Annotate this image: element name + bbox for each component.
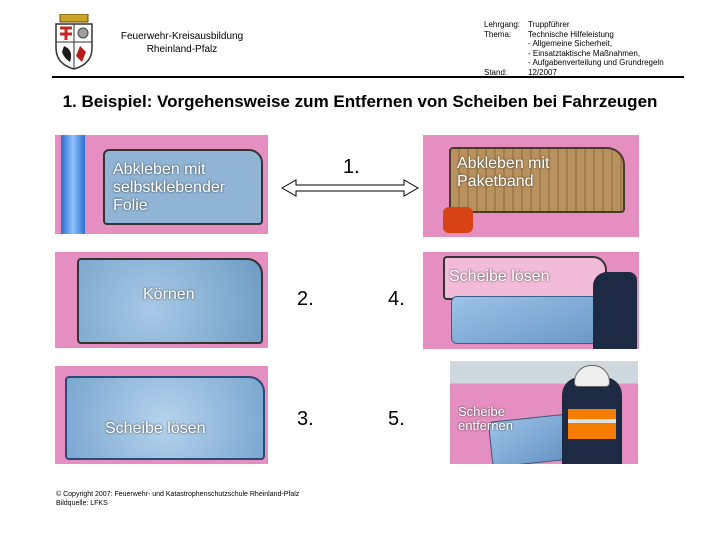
topic-item: - Allgemeine Sicherheit,	[528, 39, 613, 48]
photo-caption: Körnen	[143, 286, 195, 303]
firefighter	[593, 272, 637, 349]
org-line-2: Rheinland-Pfalz	[146, 44, 218, 55]
photo-abkleben-paketband	[423, 135, 639, 237]
caption-line: entfernen	[458, 418, 513, 433]
caption-line: Folie	[113, 197, 148, 214]
header-divider	[52, 76, 684, 78]
step-number-1: 1.	[343, 156, 360, 178]
course-meta	[484, 20, 664, 77]
topic-item: - Einsatztaktische Maßnahmen,	[528, 48, 641, 58]
course-label: Lehrgang:	[484, 20, 521, 29]
footer	[56, 490, 299, 508]
caption-line: Paketband	[457, 173, 534, 190]
firefighter	[562, 377, 622, 464]
caption-line: Abkleben mit	[457, 155, 550, 172]
foil-roll	[61, 135, 85, 234]
photo-caption	[457, 155, 550, 191]
step-number-3: 3.	[297, 408, 314, 430]
org-line-1: Feuerwehr-Kreisausbildung	[120, 31, 244, 42]
step-number-2: 2.	[297, 288, 314, 310]
topic-label: Thema:	[484, 29, 512, 39]
topic-value: Technische Hilfeleistung	[528, 29, 614, 39]
step-number-4: 4.	[388, 288, 405, 310]
status-value: 12/2007	[528, 67, 557, 77]
caption-line: Scheibe	[458, 404, 505, 419]
helmet-icon	[574, 365, 610, 387]
organization-name	[112, 30, 252, 56]
topic-item: - Aufgabenverteilung und Grundregeln	[528, 58, 664, 67]
photo-scheibe-loesen-2	[55, 366, 268, 464]
photo-koernen	[55, 252, 268, 348]
double-arrow-icon	[280, 178, 420, 198]
loose-glass-sheet	[451, 296, 603, 344]
tape-dispenser	[443, 207, 473, 233]
step-number-5: 5.	[388, 408, 405, 430]
caption-line: selbstklebender	[113, 179, 226, 196]
image-source-text: Bildquelle: LFKS	[56, 500, 108, 507]
coat-of-arms-logo	[52, 14, 96, 70]
photo-caption	[113, 161, 225, 215]
photo-caption	[458, 405, 513, 433]
photo-abkleben-folie	[55, 135, 268, 234]
slide-title: 1. Beispiel: Vorgehensweise zum Entfernen von Scheiben bei Fahrzeugen	[62, 92, 658, 111]
photo-caption: Scheibe lösen	[449, 268, 550, 285]
photo-caption: Scheibe lösen	[105, 420, 206, 437]
course-value: Truppführer	[528, 20, 570, 29]
window-glass	[65, 376, 265, 460]
photo-scheibe-entfernen	[450, 361, 638, 464]
copyright-text: © Copyright 2007: Feuerwehr- und Katastrophenschutzschule Rheinland-Pfalz	[56, 491, 300, 498]
photo-scheibe-loesen-1	[423, 252, 639, 349]
status-label: Stand:	[484, 67, 508, 77]
caption-line: Abkleben mit	[113, 161, 206, 178]
